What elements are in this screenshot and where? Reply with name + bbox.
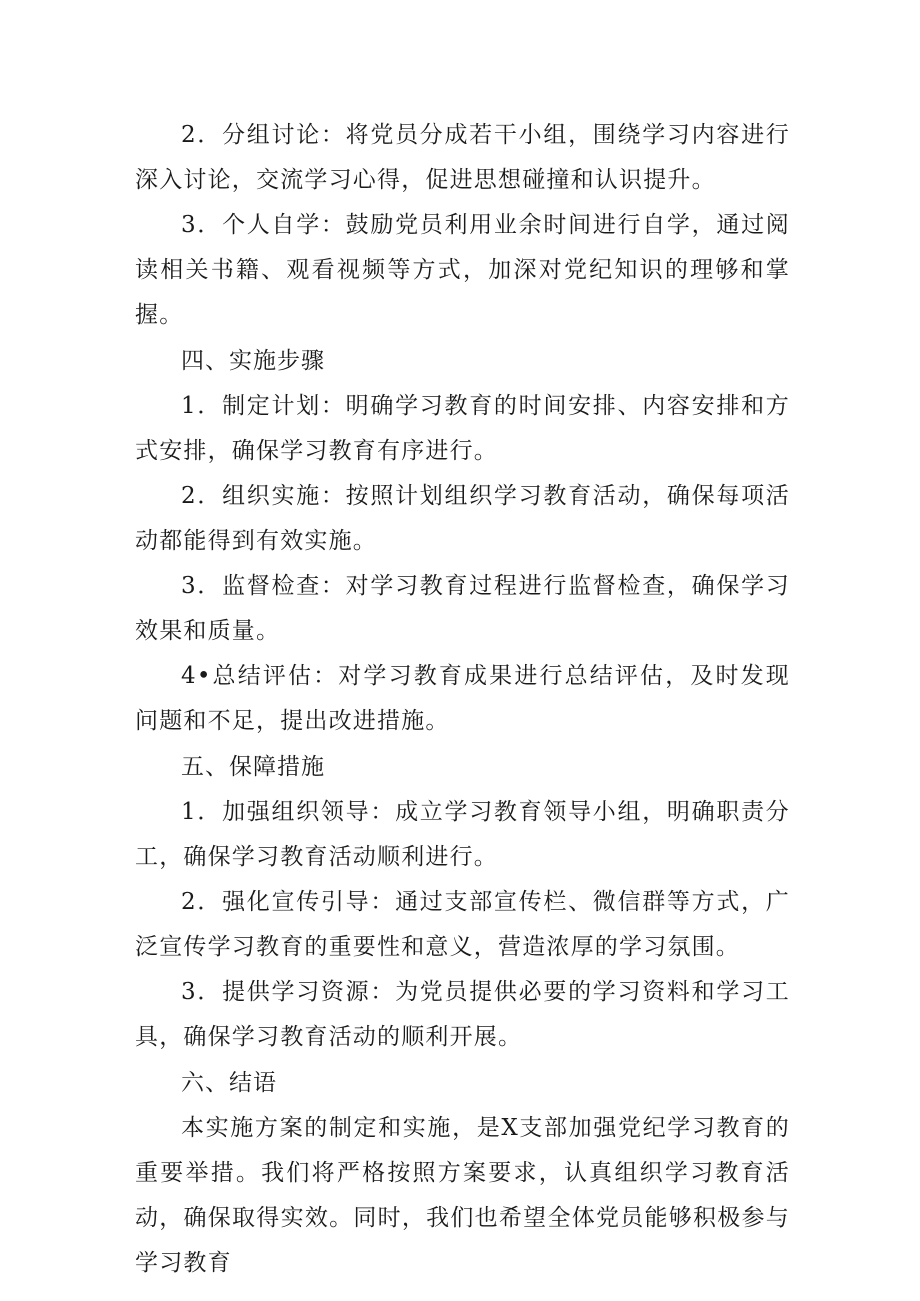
paragraph-make-plan: 1．制定计划：明确学习教育的时间安排、内容安排和方式安排，确保学习教育有序进行。 [135, 393, 790, 464]
paragraph-organize-implementation: 2．组织实施：按照计划组织学习教育活动，确保每项活动都能得到有效实施。 [135, 483, 790, 554]
section-heading-implementation-steps: 四、实施步骤 [181, 348, 325, 374]
paragraph-learning-resources: 3．提供学习资源：为党员提供必要的学习资料和学习工具，确保学习教育活动的顺利开展。 [135, 979, 790, 1050]
paragraph-strengthen-leadership: 1．加强组织领导：成立学习教育领导小组，明确职责分工，确保学习教育活动顺利进行。 [135, 799, 790, 870]
paragraph-publicity-guidance: 2．强化宣传引导：通过支部宣传栏、微信群等方式，广泛宣传学习教育的重要性和意义，营造浓厚的学习氛围。 [135, 889, 790, 960]
section-heading-safeguards: 五、保障措施 [181, 754, 325, 780]
paragraph-supervision-inspection: 3．监督检查：对学习教育过程进行监督检查，确保学习效果和质量。 [135, 573, 790, 644]
paragraph-summary-evaluation: 4•总结评估：对学习教育成果进行总结评估，及时发现问题和不足，提出改进措施。 [135, 663, 790, 734]
document-page [135, 113, 790, 1286]
paragraph-self-study: 3．个人自学：鼓励党员利用业余时间进行自学，通过阅读相关书籍、观看视频等方式，加深对党纪知识的理够和掌握。 [135, 212, 790, 328]
paragraph-group-discussion: 2．分组讨论：将党员分成若干小组，围绕学习内容进行深入讨论，交流学习心得，促进思想碰撞和认识提升。 [135, 122, 790, 193]
section-heading-conclusion: 六、结语 [181, 1070, 277, 1096]
paragraph-conclusion: 本实施方案的制定和实施，是X支部加强党纪学习教育的重要举措。我们将严格按照方案要求，认真组织学习教育活动，确保取得实效。同时，我们也希望全体党员能够积极参与学习教育 [135, 1115, 790, 1276]
